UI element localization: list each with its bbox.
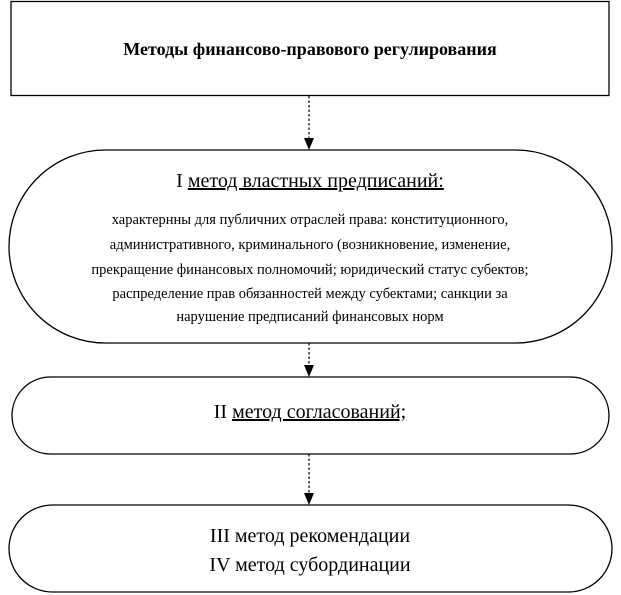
- method2-heading: [214, 401, 406, 423]
- method2-name: метод согласований;: [232, 401, 407, 423]
- method1-description-line-3: прекращение финансовых полномочий; юридический статус субектов;: [91, 262, 529, 278]
- method3-label: III метод рекомендации: [209, 525, 411, 547]
- method1-prefix: I: [176, 170, 188, 192]
- method1-description-line-5: нарушение предписаний финансовых норм: [176, 309, 444, 325]
- method1-heading: [176, 170, 444, 192]
- arrow-method2-to-method34: [304, 454, 314, 505]
- method2-prefix: II: [213, 401, 233, 423]
- method1-description-line-2: административного, криминального (возникновение, изменение,: [109, 237, 511, 253]
- diagram-title: Методы финансово-правового регулирования: [123, 39, 497, 59]
- arrow-method1-to-method2: [304, 343, 314, 377]
- method1-description-line-1: характернны для публичних отраслей права: конституционного,: [111, 212, 509, 228]
- method1-name: метод властных предписаний:: [187, 170, 444, 192]
- method1-description-line-4: распределение прав обязанностей между субектами; санкции за: [112, 286, 508, 302]
- arrow-title-to-method1: [304, 96, 314, 150]
- method34-box: [9, 505, 612, 592]
- method4-label: IV метод субординации: [209, 554, 411, 576]
